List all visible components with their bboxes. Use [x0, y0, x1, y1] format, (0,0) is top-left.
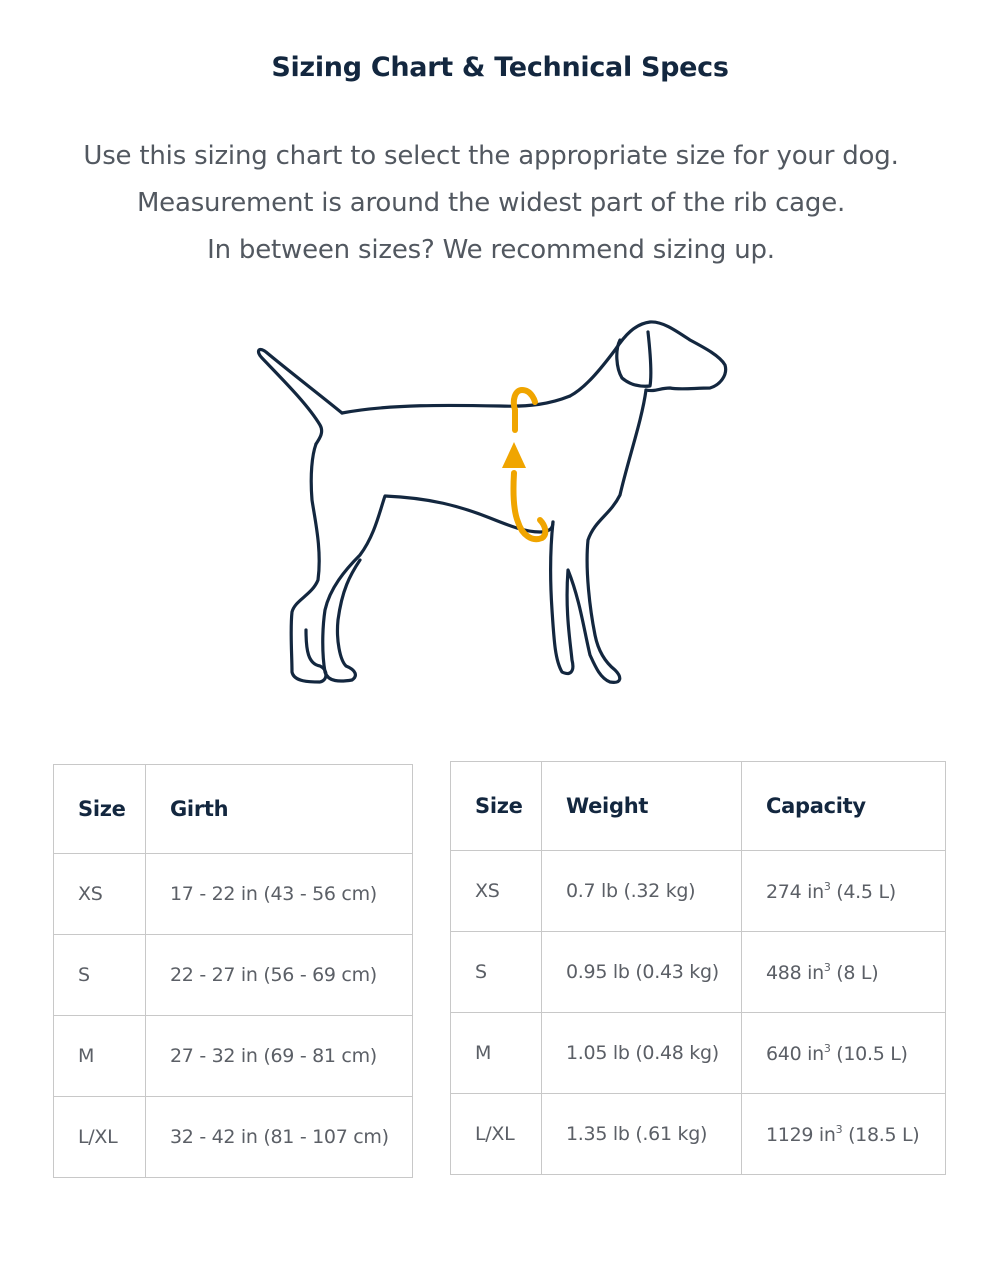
table-row	[451, 851, 946, 932]
cubic-superscript: 3	[823, 879, 831, 893]
intro-text	[0, 133, 982, 274]
cell-weight: 0.95 lb (0.43 kg)	[542, 932, 742, 1013]
cell-weight: 0.7 lb (.32 kg)	[542, 851, 742, 932]
intro-line: Measurement is around the widest part of the rib cage.	[136, 188, 846, 218]
cell-capacity	[742, 1094, 946, 1175]
cell-girth: 27 - 32 in (69 - 81 cm)	[146, 1016, 413, 1097]
table-header-row	[54, 765, 413, 854]
cell-size: S	[451, 932, 542, 1013]
page-title: Sizing Chart & Technical Specs	[271, 52, 729, 83]
table-header-row	[451, 762, 946, 851]
cell-girth: 17 - 22 in (43 - 56 cm)	[146, 854, 413, 935]
table-row	[451, 1094, 946, 1175]
table-row	[54, 854, 413, 935]
technical-specs-table	[450, 761, 946, 1175]
capacity-value: 1129 in	[766, 1123, 836, 1146]
capacity-value: 488 in	[766, 961, 824, 984]
cell-girth: 22 - 27 in (56 - 69 cm)	[146, 935, 413, 1016]
cell-weight: 1.05 lb (0.48 kg)	[542, 1013, 742, 1094]
cell-capacity	[742, 851, 946, 932]
girth-size-table	[53, 764, 413, 1178]
capacity-value: 640 in	[766, 1042, 824, 1065]
cell-size: M	[451, 1013, 542, 1094]
cubic-superscript: 3	[823, 960, 831, 974]
cell-girth: 32 - 42 in (81 - 107 cm)	[146, 1097, 413, 1178]
arrow-head-icon	[502, 442, 526, 468]
header-weight: Weight	[542, 762, 742, 851]
cell-size: S	[54, 935, 146, 1016]
cell-capacity	[742, 1013, 946, 1094]
header-girth: Girth	[146, 765, 413, 854]
capacity-liters: (8 L)	[830, 961, 879, 984]
capacity-liters: (10.5 L)	[830, 1042, 908, 1065]
dog-girth-illustration	[250, 310, 740, 690]
cell-size: L/XL	[54, 1097, 146, 1178]
intro-line: In between sizes? We recommend sizing up.	[207, 235, 775, 265]
table-row	[451, 932, 946, 1013]
cell-size: M	[54, 1016, 146, 1097]
intro-line: Use this sizing chart to select the appropriate size for your dog.	[83, 141, 899, 171]
cubic-superscript: 3	[835, 1122, 843, 1136]
cell-weight: 1.35 lb (.61 kg)	[542, 1094, 742, 1175]
cell-size: L/XL	[451, 1094, 542, 1175]
table-row	[54, 1016, 413, 1097]
header-size: Size	[451, 762, 542, 851]
cell-capacity	[742, 932, 946, 1013]
cell-size: XS	[54, 854, 146, 935]
table-row	[54, 1097, 413, 1178]
capacity-liters: (4.5 L)	[830, 880, 896, 903]
header-size: Size	[54, 765, 146, 854]
capacity-value: 274 in	[766, 880, 824, 903]
cell-size: XS	[451, 851, 542, 932]
table-row	[54, 935, 413, 1016]
header-capacity: Capacity	[742, 762, 946, 851]
dog-outline-icon	[259, 322, 726, 682]
capacity-liters: (18.5 L)	[842, 1123, 920, 1146]
table-row	[451, 1013, 946, 1094]
cubic-superscript: 3	[823, 1041, 831, 1055]
